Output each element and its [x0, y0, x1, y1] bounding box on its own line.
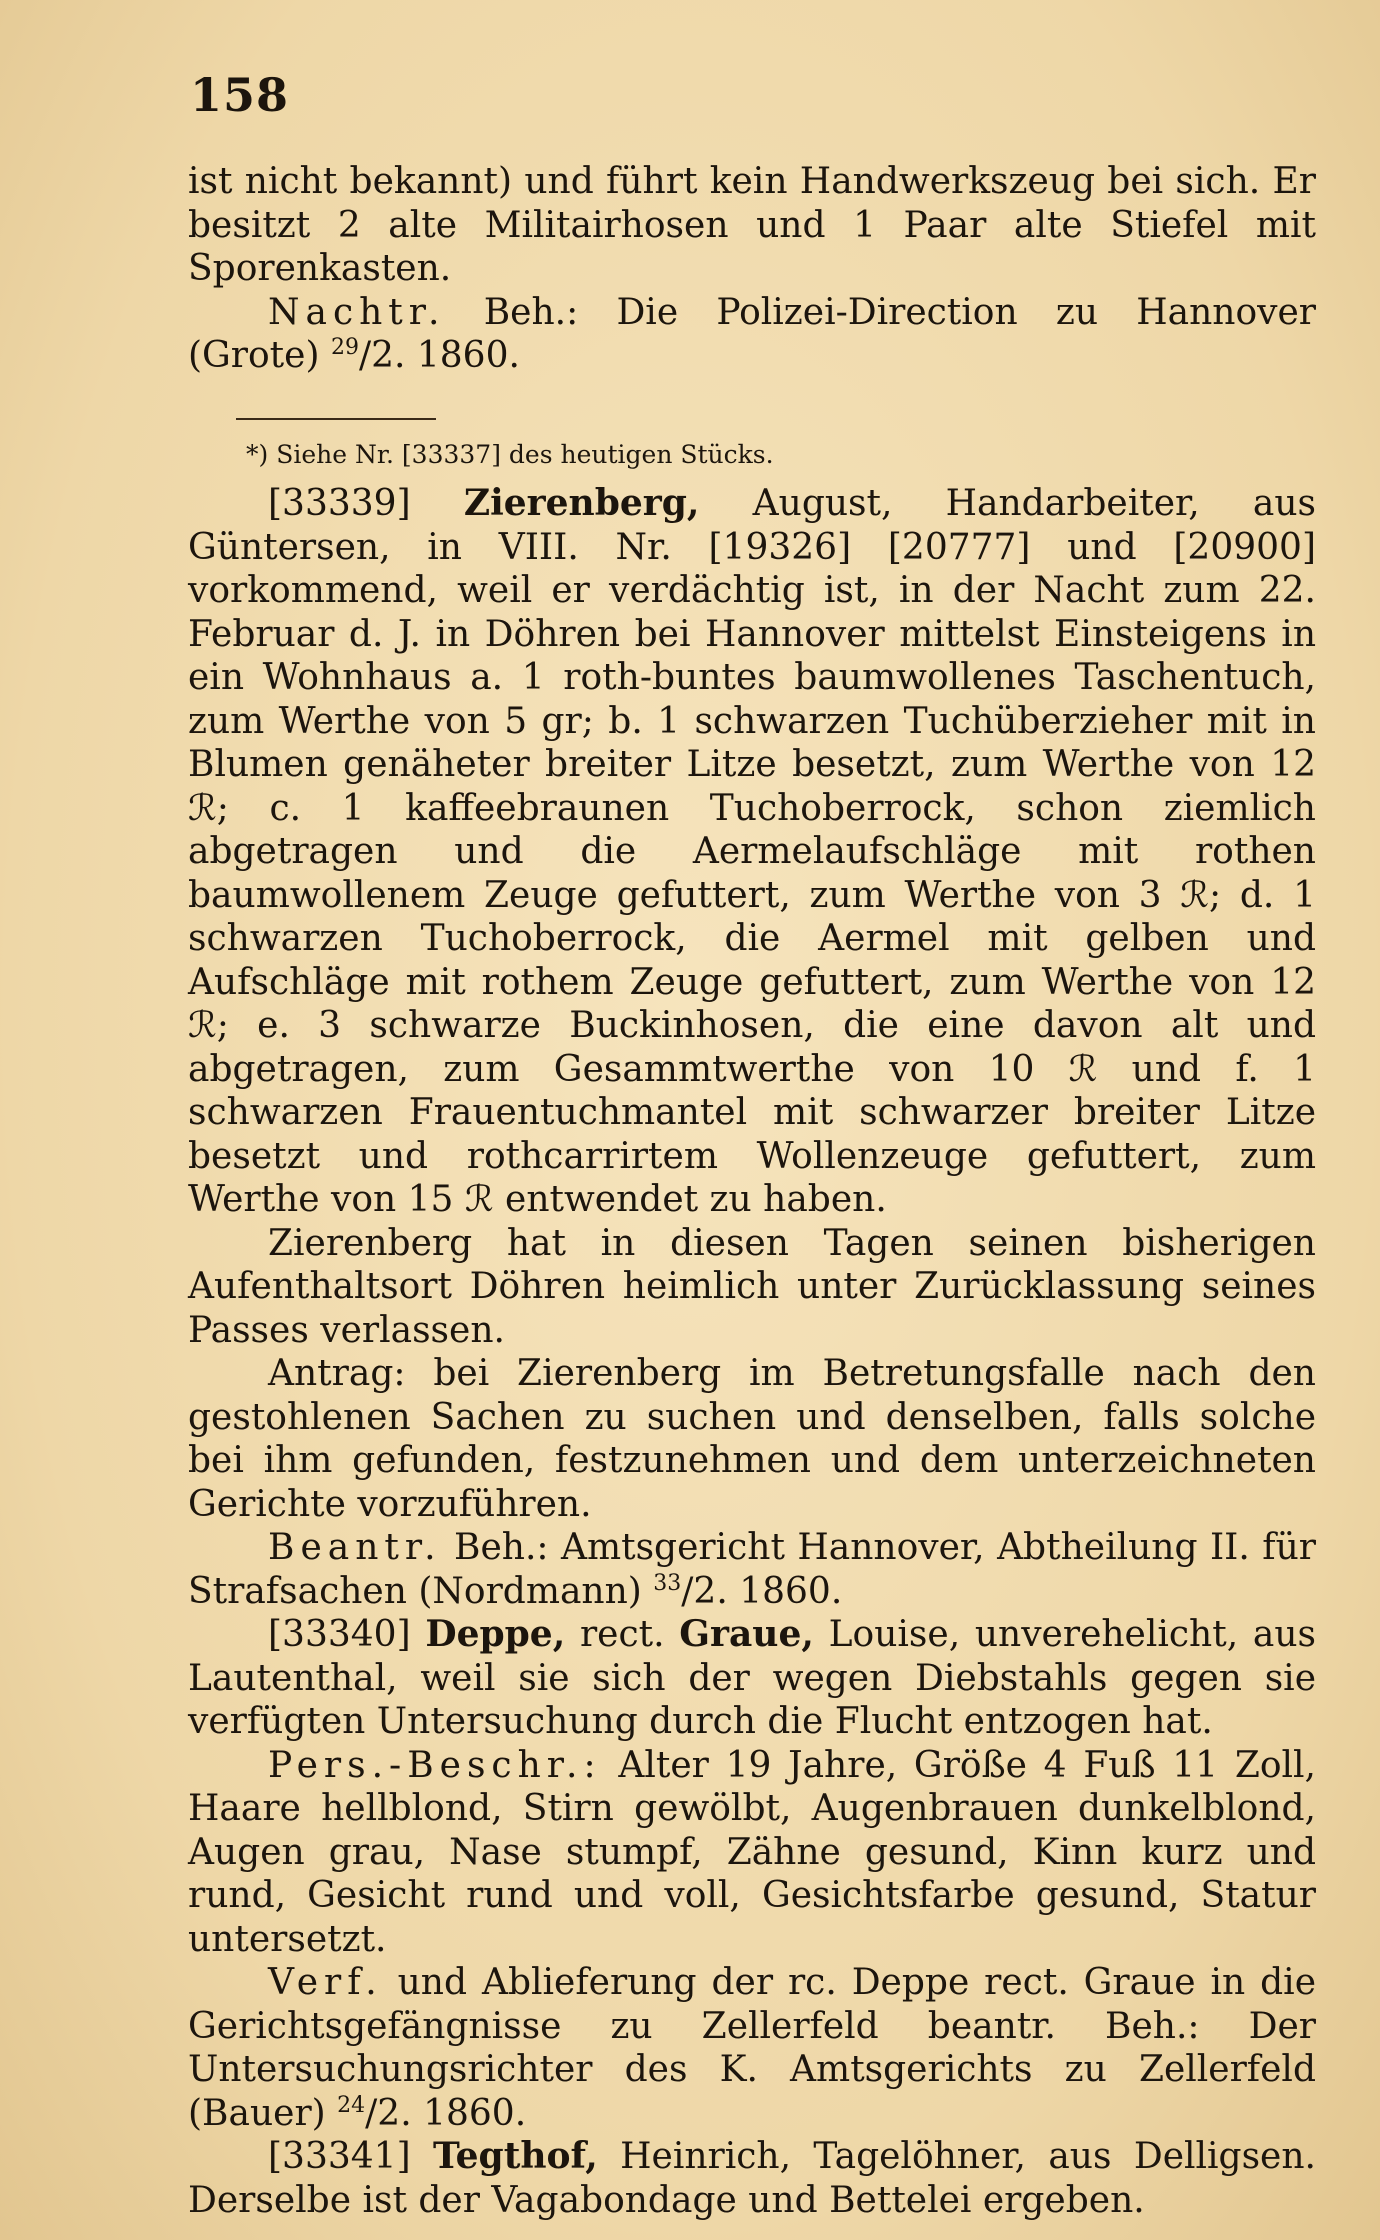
entry-name: Deppe, [425, 1613, 566, 1655]
nachtrag-label: Nachtr. [268, 291, 446, 333]
nachtrag-text: Beh.: Die Polizei-Direction zu Hannover (Grote) [188, 291, 1316, 376]
page-number: 158 [190, 68, 290, 122]
entry-verfuegung [188, 1961, 1316, 2135]
description-label: Pers.-Beschr.: [268, 1744, 602, 1786]
entry-rect: rect. [565, 1614, 680, 1655]
authority-text: Beh.: Amtsgericht Hannover, Abtheilung II. für Strafsachen (Nordmann) [188, 1527, 1316, 1612]
description-text: Alter 19 Jahre, Größe 4 Fuß 11 Zoll, Haare hellblond, Stirn gewölbt, Augenbrauen dunkelblond, Augen grau, Nase stumpf, Zähne gesund, Kinn kurz und rund, Gesicht rund und voll, Gesichtsfarbe gesund, Statur untersetzt. [188, 1744, 1316, 1960]
verf-date-tail: /2. 1860. [365, 2092, 527, 2134]
authority-sup: 33 [653, 1570, 682, 1596]
entry-name: Tegthof, [432, 2135, 598, 2177]
main-entries [188, 482, 1316, 2222]
authority-date-tail: /2. 1860. [681, 1570, 843, 1612]
entry-paragraph: Antrag: bei Zierenberg im Betretungsfalle nach den gestohlenen Sachen zu suchen und denselben, falls solche bei ihm gefunden, festzunehmen und dem unterzeichneten Gerichte vorzuführen. [188, 1353, 1316, 1525]
entry-number: [33341] [268, 2136, 411, 2177]
continuation-block [188, 160, 1316, 378]
footnote-rule [236, 418, 436, 420]
entry-authority [188, 1526, 1316, 1613]
entry-text: August, Handarbeiter, aus Güntersen, in VIII. Nr. [19326] [20777] und [20900] vorkommend, weil er verdächtig ist, in der Nacht zum 22. Februar d. J. in Döhren bei Hannover mittelst Einsteigens in ein Wohnhaus a. 1 roth-buntes baumwollenes Taschentuch, zum Werthe von 5 gr; b. 1 schwarzen Tuchüberzieher mit in Blumen genäheter breiter Litze besetzt, zum Werthe von 12 ℛ; c. 1 kaffeebraunen Tuchoberrock, schon ziemlich abgetragen und die Aermelaufschläge mit rothen baumwollenem Zeuge gefuttert, zum Werthe von 3 ℛ; d. 1 schwarzen Tuchoberrock, die Aermel mit gelben und Aufschläge mit rothem Zeuge gefuttert, zum Werthe von 12 ℛ; e. 3 schwarze Buckinhosen, die eine davon alt und abgetragen, zum Gesammtwerthe von 10 ℛ und f. 1 schwarzen Frauentuchmantel mit schwarzer breiter Litze besetzt und rothcarrirtem Wollenzeuge gefuttert, zum Werthe von 15 ℛ entwendet zu haben. [188, 483, 1317, 1220]
footnote: *) Siehe Nr. [33337] des heutigen Stücks. [246, 440, 774, 469]
nachtrag-paragraph [188, 291, 1316, 378]
entry-alias: Graue, [679, 1613, 814, 1655]
verf-text: und Ablieferung der rc. Deppe rect. Graue in die Gerichtsgefängnisse zu Zellerfeld beantr. Beh.: Der Untersuchungsrichter des K. Amtsgerichts zu Zellerfeld (Bauer) [188, 1962, 1316, 2134]
entry-text: Heinrich, Tagelöhner, aus Delligsen. Derselbe ist der Vagabondage und Bettelei ergeben. [188, 2136, 1316, 2221]
entry-number: [33339] [268, 483, 411, 524]
entry-paragraph: Zierenberg hat in diesen Tagen seinen bisherigen Aufenthaltsort Döhren heimlich unter Zurücklassung seines Passes verlassen. [188, 1222, 1316, 1351]
verf-label: Verf. [268, 1962, 383, 2003]
entry-33341 [188, 2135, 1316, 2222]
authority-label: Beantr. [268, 1527, 442, 1568]
verf-sup: 24 [337, 2092, 366, 2118]
entry-number: [33340] [268, 1614, 411, 1655]
continuation-paragraph: ist nicht bekannt) und führt kein Handwerkszeug bei sich. Er besitzt 2 alte Militairhosen und 1 Paar alte Stiefel mit Sporenkasten. [188, 161, 1316, 289]
entry-text: Louise, unverehelicht, aus Lautenthal, weil sie sich der wegen Diebstahls gegen sie verfügten Untersuchung durch die Flucht entzogen hat. [188, 1614, 1316, 1742]
nachtrag-sup: 29 [330, 335, 359, 360]
entry-description [188, 1744, 1316, 1962]
nachtrag-date-tail: /2. 1860. [358, 335, 520, 376]
entry-33339 [188, 482, 1316, 1222]
entry-name: Zierenberg, [463, 482, 700, 524]
entry-33340 [188, 1613, 1316, 1744]
